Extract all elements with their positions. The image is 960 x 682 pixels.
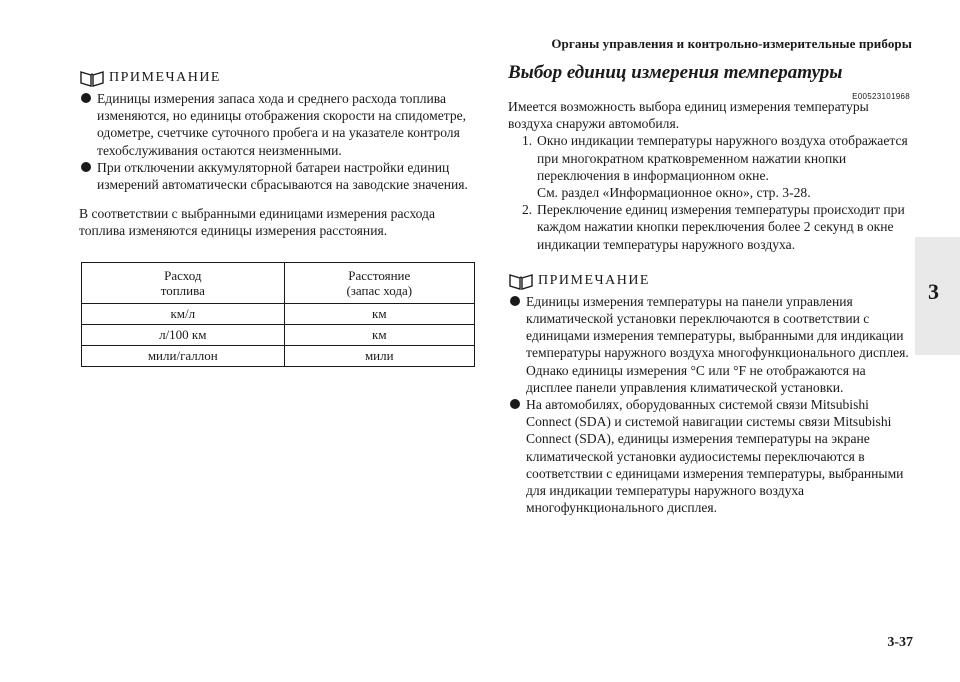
note-book-icon [79, 69, 105, 87]
page-number: 3-37 [887, 635, 913, 650]
header-line: Расстояние [348, 267, 411, 283]
body-paragraph: В соответствии с выбранными единицами измерения расхода топлива изменяются единицы измерения расстояния. [79, 206, 435, 239]
right-column [508, 64, 910, 516]
table-cell: км [284, 303, 474, 324]
table-header-row [82, 262, 475, 303]
header-line: Расход [164, 267, 202, 283]
left-column [79, 68, 479, 367]
step-reference: См. раздел «Информационное окно», стр. 3-28. [537, 185, 811, 201]
steps-list [508, 132, 910, 252]
step-number: 2. [522, 202, 533, 218]
units-table [81, 262, 475, 367]
note-header [508, 271, 910, 291]
table-cell: мили/галлон [82, 345, 285, 366]
bullet-dot-icon [510, 399, 520, 409]
note-bullet [79, 159, 479, 193]
note-bullet [79, 90, 479, 159]
bullet-dot-icon [510, 296, 520, 306]
note-bullet [508, 396, 910, 516]
note-bullet [508, 293, 910, 396]
header-line: топлива [160, 282, 205, 298]
note-label: ПРИМЕЧАНИЕ [538, 273, 650, 289]
table-header-fuel [82, 262, 285, 303]
note-book-icon [508, 272, 534, 290]
step-number: 1. [522, 133, 533, 149]
intro-paragraph: Имеется возможность выбора единиц измерения температуры воздуха снаружи автомобиля. [508, 99, 869, 132]
bullet-dot-icon [81, 162, 91, 172]
note-header [79, 68, 479, 88]
step-text: Переключение единиц измерения температуры происходит при каждом нажатии кнопки переключения более 2 секунд в окне индикации температуры наружного воздуха. [537, 202, 905, 252]
chapter-tab [915, 237, 960, 355]
table-cell: л/100 км [82, 324, 285, 345]
note-bullet-text: Единицы измерения запаса хода и среднего расхода топлива изменяются, но единицы отображения скорости на спидометре, одометре, счетчике суточного пробега и на указателе контроля техобслуживания остаются неизменными. [97, 91, 467, 158]
list-item [508, 132, 910, 201]
note-bullet-text: На автомобилях, оборудованных системой связи Mitsubishi Connect (SDA) и системой навигации системы связи Mitsubishi Connect (SDA), единицы измерения температуры на экране климатической установки аудиосистемы переключаются в соответствии с единицами измерения температуры, выбранными для индикации температуры наружного воздуха многофункционального дисплея. [526, 397, 904, 516]
bullet-dot-icon [81, 93, 91, 103]
table-row [82, 324, 475, 345]
note-label: ПРИМЕЧАНИЕ [109, 70, 221, 86]
table-cell: мили [284, 345, 474, 366]
note-bullet-extra: Однако единицы измерения °C или °F не отображаются на дисплее панели управления климатической установки. [526, 362, 866, 395]
table-row [82, 345, 475, 366]
note-bullet-text: Единицы измерения температуры на панели управления климатической установки переключаются в соответствии с единицами измерения температуры, выбранными для индикации температуры наружного воздуха многофункционального дисплея. [526, 293, 909, 361]
list-item [508, 201, 910, 253]
table-row [82, 303, 475, 324]
note-block [508, 271, 910, 517]
table-header-distance [284, 262, 474, 303]
section-title: Выбор единиц измерения температуры [508, 62, 843, 83]
step-text: Окно индикации температуры наружного воздуха отображается при многократном кратковременном нажатии кнопки переключения в информационном окне. [537, 133, 908, 183]
table-cell: км/л [82, 303, 285, 324]
page-header: Органы управления и контрольно-измерительные приборы [551, 36, 912, 51]
table-cell: км [284, 324, 474, 345]
header-line: (запас хода) [346, 282, 413, 298]
section-code: E00523101968 [852, 92, 910, 101]
note-bullet-text: При отключении аккумуляторной батареи настройки единиц измерений автоматически сбрасываются на заводские значения. [97, 159, 468, 193]
chapter-number: 3 [928, 279, 939, 304]
